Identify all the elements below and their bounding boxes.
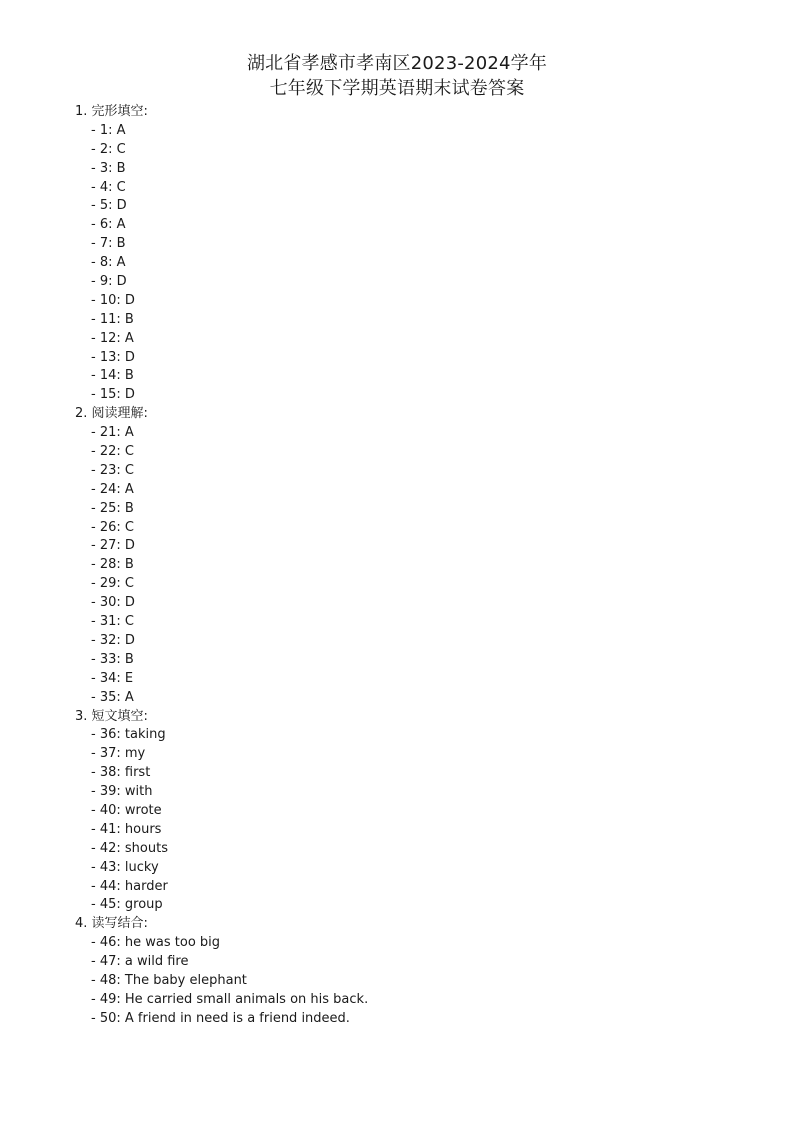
answer-item: [75, 745, 755, 764]
answer-item: [75, 953, 755, 972]
answer-item: [75, 934, 755, 953]
answer-item: [75, 689, 755, 708]
answer-text: C: [124, 576, 134, 592]
answer-text: A: [116, 122, 126, 138]
section-heading: 1. 完形填空:: [75, 104, 148, 119]
answer-text: D: [116, 198, 127, 214]
answer-text: B: [124, 557, 134, 573]
answer-text: with: [124, 784, 153, 800]
question-number: - 8:: [91, 255, 113, 271]
question-number: - 12:: [91, 330, 121, 346]
answer-item: [75, 367, 755, 386]
answer-item: [75, 349, 755, 368]
answer-text: my: [124, 746, 146, 762]
answer-item: [75, 1010, 755, 1029]
answer-text: D: [124, 595, 135, 611]
answer-item: [75, 443, 755, 462]
question-number: - 33:: [91, 651, 121, 667]
answer-item: [75, 519, 755, 538]
answer-text: D: [124, 349, 135, 365]
question-number: - 48:: [91, 972, 121, 988]
answer-item: [75, 160, 755, 179]
answer-item: [75, 726, 755, 745]
question-number: - 44:: [91, 878, 121, 894]
answer-text: C: [116, 141, 126, 157]
answer-text: A: [124, 481, 134, 497]
answer-item: [75, 537, 755, 556]
question-number: - 35:: [91, 689, 121, 705]
answer-item: [75, 235, 755, 254]
question-number: - 41:: [91, 821, 121, 837]
answer-item: [75, 424, 755, 443]
section-heading: 4. 读写结合:: [75, 916, 148, 932]
answer-text: A friend in need is a friend indeed.: [124, 1010, 350, 1026]
answer-item: [75, 821, 755, 840]
answer-text: taking: [124, 727, 166, 743]
question-number: - 45:: [91, 897, 121, 913]
question-number: - 50:: [91, 1010, 121, 1026]
answer-item: [75, 972, 755, 991]
question-number: - 38:: [91, 765, 121, 781]
answer-text: He carried small animals on his back.: [124, 991, 369, 1007]
question-number: - 37:: [91, 746, 121, 762]
answer-text: E: [124, 670, 134, 686]
question-number: - 6:: [91, 217, 113, 233]
question-number: - 34:: [91, 670, 121, 686]
answer-item: [75, 330, 755, 349]
question-number: - 46:: [91, 935, 121, 951]
answer-text: first: [124, 765, 151, 781]
answer-section: [75, 708, 755, 916]
answer-text: A: [124, 330, 134, 346]
answer-item: [75, 670, 755, 689]
question-number: - 28:: [91, 557, 121, 573]
question-number: - 7:: [91, 236, 113, 252]
answer-item: [75, 783, 755, 802]
answer-item: [75, 254, 755, 273]
answer-text: D: [124, 387, 135, 403]
answer-item: [75, 764, 755, 783]
answer-text: B: [116, 236, 126, 252]
answer-text: C: [124, 614, 134, 630]
question-number: - 21:: [91, 425, 121, 441]
answer-item: [75, 859, 755, 878]
answer-section: [75, 405, 755, 707]
question-number: - 24:: [91, 481, 121, 497]
answer-text: D: [116, 274, 127, 290]
question-number: - 10:: [91, 292, 121, 308]
question-number: - 27:: [91, 538, 121, 554]
answer-text: D: [124, 632, 135, 648]
answer-text: C: [116, 179, 126, 195]
answer-key-content: [75, 103, 755, 1029]
question-number: - 26:: [91, 519, 121, 535]
answer-text: B: [124, 651, 134, 667]
question-number: - 11:: [91, 311, 121, 327]
question-number: - 23:: [91, 462, 121, 478]
answer-item: [75, 613, 755, 632]
question-number: - 40:: [91, 802, 121, 818]
answer-item: [75, 840, 755, 859]
answer-text: The baby elephant: [124, 972, 247, 988]
question-number: - 13:: [91, 349, 121, 365]
answer-text: A: [124, 425, 134, 441]
answer-item: [75, 594, 755, 613]
answer-item: [75, 462, 755, 481]
answer-text: harder: [124, 878, 168, 894]
question-number: - 42:: [91, 840, 121, 856]
answer-item: [75, 802, 755, 821]
answer-text: lucky: [124, 859, 159, 875]
answer-text: A: [116, 217, 126, 233]
question-number: - 49:: [91, 991, 121, 1007]
question-number: - 2:: [91, 141, 113, 157]
answer-text: C: [124, 444, 134, 460]
answer-item: [75, 556, 755, 575]
answer-text: A: [124, 689, 134, 705]
answer-item: [75, 273, 755, 292]
section-heading: 3. 短文填空:: [75, 708, 148, 724]
answer-item: [75, 896, 755, 915]
answer-item: [75, 216, 755, 235]
question-number: - 29:: [91, 576, 121, 592]
question-number: - 1:: [91, 122, 113, 138]
answer-section: [75, 103, 755, 405]
question-number: - 3:: [91, 160, 113, 176]
answer-item: [75, 481, 755, 500]
answer-item: [75, 632, 755, 651]
answer-text: he was too big: [124, 935, 221, 951]
answer-text: C: [124, 462, 134, 478]
question-number: - 30:: [91, 595, 121, 611]
question-number: - 22:: [91, 444, 121, 460]
question-number: - 43:: [91, 859, 121, 875]
answer-item: [75, 878, 755, 897]
answer-item: [75, 575, 755, 594]
answer-item: [75, 179, 755, 198]
answer-text: D: [124, 538, 135, 554]
answer-text: shouts: [124, 840, 168, 856]
question-number: - 25:: [91, 500, 121, 516]
question-number: - 39:: [91, 784, 121, 800]
question-number: - 47:: [91, 954, 121, 970]
answer-text: D: [124, 292, 135, 308]
answer-text: hours: [124, 821, 162, 837]
answer-item: [75, 500, 755, 519]
document-title-line-1: 湖北省孝感市孝南区2023-2024学年: [246, 53, 548, 74]
question-number: - 15:: [91, 387, 121, 403]
question-number: - 14:: [91, 368, 121, 384]
question-number: - 32:: [91, 632, 121, 648]
answer-text: C: [124, 519, 134, 535]
answer-item: [75, 292, 755, 311]
answer-item: [75, 386, 755, 405]
document-title-line-2: 七年级下学期英语期末试卷答案: [269, 78, 525, 99]
answer-text: B: [116, 160, 126, 176]
answer-text: wrote: [124, 802, 162, 818]
answer-text: B: [124, 311, 134, 327]
answer-item: [75, 141, 755, 160]
question-number: - 31:: [91, 614, 121, 630]
answer-item: [75, 197, 755, 216]
answer-section: [75, 915, 755, 1028]
answer-item: [75, 311, 755, 330]
question-number: - 9:: [91, 274, 113, 290]
question-number: - 4:: [91, 179, 113, 195]
question-number: - 5:: [91, 198, 113, 214]
answer-text: B: [124, 500, 134, 516]
answer-item: [75, 991, 755, 1010]
answer-text: group: [124, 897, 163, 913]
answer-text: B: [124, 368, 134, 384]
question-number: - 36:: [91, 727, 121, 743]
answer-text: a wild fire: [124, 954, 189, 970]
section-heading: 2. 阅读理解:: [75, 406, 148, 422]
answer-text: A: [116, 255, 126, 271]
answer-item: [75, 651, 755, 670]
answer-item: [75, 122, 755, 141]
